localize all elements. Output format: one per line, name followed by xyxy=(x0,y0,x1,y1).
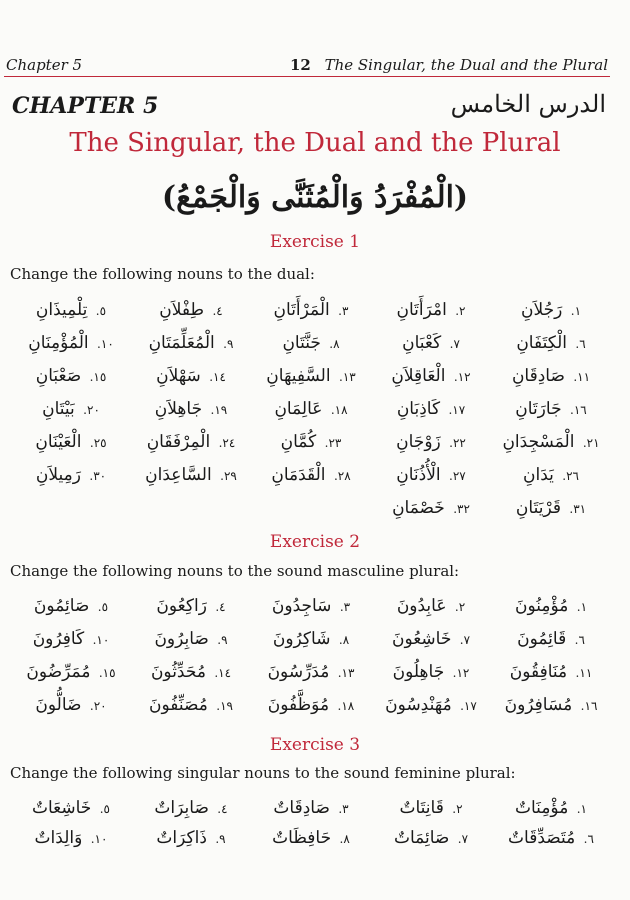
page-number: 12 xyxy=(290,56,311,74)
exercise-item xyxy=(372,300,490,320)
item-number: ٢٠. xyxy=(83,403,100,417)
item-number: ١. xyxy=(576,802,587,816)
item-word: الْكِتَفَانِ xyxy=(516,333,573,353)
exercise-item xyxy=(492,432,610,452)
chapter-title: The Singular, the Dual and the Plural xyxy=(69,128,561,158)
item-word: رَجُلاَنِ xyxy=(520,300,568,320)
exercise-item xyxy=(12,432,130,452)
item-word: مُهَنْدِسُونَ xyxy=(385,695,458,715)
arabic-chapter-title: (الْمُفْرَدُ وَالْمُثَنَّى وَالْجَمْعُ) xyxy=(161,180,469,215)
item-number: ١٢. xyxy=(453,370,471,384)
item-number: ١١. xyxy=(573,370,591,384)
exercise-item xyxy=(12,399,130,419)
exercise-item xyxy=(492,366,610,386)
item-word: الْعَاقِلاَنِ xyxy=(391,366,451,386)
item-word: حَافِظَاتٌ xyxy=(272,828,337,848)
item-word: سَهْلاَنِ xyxy=(156,366,207,386)
item-word: عَالِمَانِ xyxy=(274,399,328,419)
item-number: ٦. xyxy=(583,832,594,846)
item-number: ١. xyxy=(570,304,582,318)
item-word: يَدَانِ xyxy=(523,465,560,485)
item-number: ١٤. xyxy=(209,370,226,384)
item-word: كَعْبَانِ xyxy=(402,333,447,353)
item-word: شَاكِرُونَ xyxy=(272,629,336,649)
exercise-item xyxy=(252,695,370,715)
running-header-chapter: Chapter 5 xyxy=(6,56,83,74)
item-word: صَابِرَاتٌ xyxy=(154,798,215,818)
item-word: قَائِمُونَ xyxy=(517,629,572,649)
item-word: صَعْبَانِ xyxy=(35,366,87,386)
exercise-item xyxy=(492,629,610,649)
item-number: ٣٢. xyxy=(453,502,470,516)
exercise-item xyxy=(132,662,250,682)
item-number: ٨. xyxy=(329,337,340,351)
item-word: الْقَدَمَانِ xyxy=(271,465,331,485)
item-number: ٥. xyxy=(97,600,109,614)
item-word: جَنَّتَانِ xyxy=(282,333,327,353)
item-number: ١٧. xyxy=(460,699,477,713)
exercise-3-instruction: Change the following singular nouns to the sound feminine plural: xyxy=(10,764,516,782)
exercise-item xyxy=(492,596,610,616)
exercise-item xyxy=(252,432,370,452)
item-word: ذَاكِرَاتٌ xyxy=(156,828,213,848)
item-number: ٧. xyxy=(449,337,460,351)
item-number: ١٦. xyxy=(569,403,587,417)
exercise-item xyxy=(12,695,130,715)
item-number: ١. xyxy=(576,600,588,614)
item-number: ٢. xyxy=(454,600,466,614)
item-number: ١٨. xyxy=(337,699,355,713)
exercise-item xyxy=(492,465,610,485)
item-word: صَائِمُونَ xyxy=(33,596,95,616)
item-number: ١٩. xyxy=(216,699,233,713)
item-number: ٨. xyxy=(339,832,350,846)
item-number: ٦. xyxy=(575,337,586,351)
item-word: زَوْجَانِ xyxy=(396,432,447,452)
exercise-item xyxy=(372,695,490,715)
item-number: ٢. xyxy=(452,802,463,816)
exercise-item xyxy=(252,828,370,848)
item-number: ٢٢. xyxy=(449,436,466,450)
exercise-item xyxy=(12,333,130,353)
exercise-item xyxy=(132,596,250,616)
exercise-3-title: Exercise 3 xyxy=(269,735,361,755)
item-word: السَّفِيهَانِ xyxy=(266,366,336,386)
exercise-item xyxy=(372,828,490,848)
exercise-item xyxy=(372,366,490,386)
running-header-title: The Singular, the Dual and the Plural xyxy=(324,56,608,74)
exercise-item xyxy=(132,366,250,386)
item-number: ٩. xyxy=(215,832,226,846)
exercise-item xyxy=(492,798,610,818)
exercise-1-instruction: Change the following nouns to the dual: xyxy=(10,265,315,283)
item-word: عَابِدُونَ xyxy=(396,596,452,616)
item-word: بَيْتَانِ xyxy=(42,399,81,419)
item-number: ٣. xyxy=(339,600,351,614)
item-word: مُؤْمِنَاتٌ xyxy=(515,798,574,818)
item-number: ١٧. xyxy=(448,403,466,417)
item-number: ١٠. xyxy=(97,337,114,351)
item-number: ٣. xyxy=(338,802,349,816)
exercise-item xyxy=(132,399,250,419)
arabic-chapter-label: الدرس الخامس xyxy=(450,90,606,118)
item-word: الْمُؤْمِنَانِ xyxy=(28,333,95,353)
item-number: ١٢. xyxy=(452,666,470,680)
item-number: ١٨. xyxy=(330,403,348,417)
item-number: ٩. xyxy=(217,633,228,647)
item-word: قَانِتَاتٌ xyxy=(399,798,450,818)
exercise-item xyxy=(372,399,490,419)
exercise-item xyxy=(12,828,130,848)
exercise-item xyxy=(492,300,610,320)
item-word: صَادِقَاتٌ xyxy=(273,798,336,818)
exercise-item xyxy=(372,465,490,485)
item-word: خَاشِعُونَ xyxy=(391,629,457,649)
exercise-item xyxy=(252,662,370,682)
exercise-item xyxy=(12,629,130,649)
item-number: ٣١. xyxy=(569,502,587,516)
exercise-item xyxy=(492,695,610,715)
item-number: ٧. xyxy=(459,633,471,647)
item-number: ٣. xyxy=(338,304,349,318)
exercise-item xyxy=(132,695,250,715)
header-rule xyxy=(4,76,610,77)
exercise-item xyxy=(132,333,250,353)
item-number: ٢٥. xyxy=(89,436,107,450)
item-number: ٥. xyxy=(95,304,107,318)
item-number: ٢٤. xyxy=(218,436,236,450)
item-word: مُؤْمِنُونَ xyxy=(514,596,574,616)
item-number: ٢٠. xyxy=(89,699,107,713)
item-word: السَّاعِدَانِ xyxy=(145,465,218,485)
item-number: ٧. xyxy=(457,832,469,846)
item-word: مُصَنِّفُونَ xyxy=(149,695,214,715)
exercise-item xyxy=(252,333,370,353)
item-word: رَمِيلاَنِ xyxy=(35,465,87,485)
exercise-item xyxy=(372,629,490,649)
item-word: صَائِمَاتٌ xyxy=(393,828,455,848)
exercise-1-title: Exercise 1 xyxy=(269,232,361,252)
item-word: الْعَيْنَانِ xyxy=(35,432,87,452)
exercise-2-title: Exercise 2 xyxy=(269,532,361,552)
item-number: ٢٦. xyxy=(562,469,579,483)
item-number: ٢٩. xyxy=(220,469,237,483)
item-word: امْرَأَتَانِ xyxy=(396,300,453,320)
item-number: ٦. xyxy=(574,633,585,647)
item-number: ٤. xyxy=(217,802,228,816)
item-number: ١٥. xyxy=(98,666,116,680)
exercise-2-instruction: Change the following nouns to the sound masculine plural: xyxy=(10,562,460,580)
exercise-item xyxy=(12,798,130,818)
chapter-label: CHAPTER 5 xyxy=(12,93,159,119)
item-word: الْأُذُنَانِ xyxy=(396,465,447,485)
item-number: ١٠. xyxy=(90,832,108,846)
exercise-item xyxy=(252,798,370,818)
exercise-item xyxy=(372,596,490,616)
item-number: ٩. xyxy=(223,337,234,351)
item-number: ١٣. xyxy=(338,370,356,384)
item-word: مُمَرِّضُونَ xyxy=(26,662,96,682)
exercise-item xyxy=(252,300,370,320)
item-word: كَاذِبَانِ xyxy=(396,399,446,419)
exercise-item xyxy=(372,498,490,518)
exercise-item xyxy=(492,828,610,848)
item-word: مُدَرِّسُونَ xyxy=(267,662,335,682)
item-number: ١٥. xyxy=(89,370,107,384)
exercise-item xyxy=(492,498,610,518)
item-number: ٨. xyxy=(338,633,350,647)
item-word: صَابِرُونَ xyxy=(154,629,215,649)
item-number: ٥. xyxy=(99,802,110,816)
item-word: مُسَافِرُونَ xyxy=(504,695,578,715)
item-word: كَافِرُونَ xyxy=(32,629,90,649)
exercise-item xyxy=(12,465,130,485)
item-word: ضَالُّونَ xyxy=(35,695,87,715)
item-word: وَالِدَاتٌ xyxy=(34,828,88,848)
item-word: قَرْيَتَانِ xyxy=(515,498,567,518)
item-word: مُحَدِّثُونَ xyxy=(150,662,212,682)
item-word: سَاجِدُونَ xyxy=(271,596,337,616)
exercise-item xyxy=(132,828,250,848)
exercise-item xyxy=(372,798,490,818)
exercise-item xyxy=(12,300,130,320)
item-number: ١٣. xyxy=(337,666,355,680)
item-number: ١٠. xyxy=(92,633,110,647)
exercise-item xyxy=(132,629,250,649)
exercise-item xyxy=(372,333,490,353)
item-number: ٢٨. xyxy=(333,469,351,483)
item-number: ١١. xyxy=(575,666,593,680)
exercise-item xyxy=(132,798,250,818)
exercise-item xyxy=(372,662,490,682)
item-number: ٤. xyxy=(212,304,223,318)
item-word: جَاهِلاَنِ xyxy=(154,399,208,419)
item-number: ١٤. xyxy=(214,666,232,680)
item-word: صَادِقَانِ xyxy=(511,366,571,386)
exercise-item xyxy=(252,465,370,485)
item-word: جَارَتَانِ xyxy=(515,399,567,419)
item-word: مُنَافِقُونَ xyxy=(509,662,573,682)
item-number: ٢٧. xyxy=(449,469,466,483)
exercise-item xyxy=(252,399,370,419)
item-number: ٢٣. xyxy=(324,436,342,450)
exercise-item xyxy=(12,366,130,386)
item-number: ٤. xyxy=(215,600,226,614)
exercise-item xyxy=(492,662,610,682)
item-number: ٣٠. xyxy=(89,469,107,483)
item-word: الْمَسْجِدَانِ xyxy=(502,432,580,452)
item-number: ٢. xyxy=(455,304,466,318)
item-word: رَاكِعُونَ xyxy=(156,596,213,616)
exercise-item xyxy=(252,596,370,616)
exercise-item xyxy=(372,432,490,452)
item-number: ٢١. xyxy=(582,436,600,450)
item-word: جَاهِلُونَ xyxy=(392,662,450,682)
item-word: الْمُعَلِّمَتَانِ xyxy=(148,333,221,353)
item-number: ١٦. xyxy=(580,699,598,713)
exercise-item xyxy=(12,662,130,682)
item-word: طِفْلاَنِ xyxy=(159,300,210,320)
item-word: خَاشِعَاتٌ xyxy=(31,798,97,818)
exercise-item xyxy=(492,399,610,419)
item-word: الْمِرْفَقَانِ xyxy=(146,432,216,452)
item-word: الْمَرْأَتَانِ xyxy=(273,300,336,320)
exercise-item xyxy=(252,366,370,386)
exercise-item xyxy=(12,596,130,616)
item-word: خَصْمَانِ xyxy=(392,498,451,518)
exercise-item xyxy=(132,432,250,452)
item-word: تِلْمِيذَانِ xyxy=(35,300,93,320)
item-word: مُتَصَدِّقَاتٌ xyxy=(508,828,581,848)
exercise-item xyxy=(252,629,370,649)
exercise-item xyxy=(132,300,250,320)
exercise-item xyxy=(132,465,250,485)
exercise-item xyxy=(492,333,610,353)
item-number: ١٩. xyxy=(210,403,228,417)
item-word: كُمَّانِ xyxy=(280,432,322,452)
item-word: مُوَظَّفُونَ xyxy=(267,695,335,715)
